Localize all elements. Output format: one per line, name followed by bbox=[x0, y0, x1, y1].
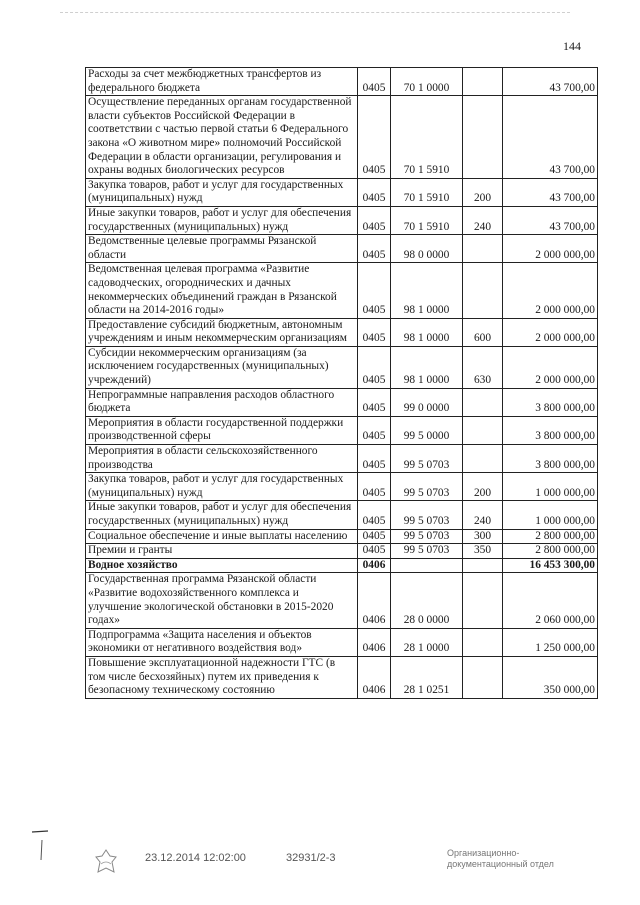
footer-department-line2: документационный отдел bbox=[447, 859, 554, 869]
row-vr-cell: 240 bbox=[463, 501, 503, 529]
table-row bbox=[86, 96, 598, 179]
table-row bbox=[86, 178, 598, 206]
row-csr-cell: 70 1 5910 bbox=[391, 206, 463, 234]
row-csr-cell: 99 5 0703 bbox=[391, 544, 463, 559]
row-section-cell: 0406 bbox=[358, 656, 391, 698]
row-section-cell: 0405 bbox=[358, 206, 391, 234]
row-sum-cell: 350 000,00 bbox=[503, 656, 598, 698]
row-name-cell: Субсидии некоммерческим организациям (за исключением государственных (муниципальных) учреждений) bbox=[86, 346, 358, 388]
row-name-cell: Премии и гранты bbox=[86, 544, 358, 559]
table-row bbox=[86, 628, 598, 656]
row-vr-cell bbox=[463, 445, 503, 473]
row-csr-cell: 99 5 0000 bbox=[391, 416, 463, 444]
row-name-cell: Закупка товаров, работ и услуг для государственных (муниципальных) нужд bbox=[86, 178, 358, 206]
row-vr-cell bbox=[463, 573, 503, 628]
row-name-cell: Расходы за счет межбюджетных трансфертов из федерального бюджета bbox=[86, 68, 358, 96]
row-vr-cell: 200 bbox=[463, 178, 503, 206]
budget-table bbox=[85, 67, 598, 699]
footer-document-code: 32931/2-3 bbox=[286, 852, 336, 864]
row-csr-cell: 99 5 0703 bbox=[391, 529, 463, 544]
table-body bbox=[86, 68, 598, 699]
table-row bbox=[86, 656, 598, 698]
row-vr-cell bbox=[463, 558, 503, 573]
row-sum-cell: 3 800 000,00 bbox=[503, 445, 598, 473]
row-name-cell: Водное хозяйство bbox=[86, 558, 358, 573]
row-csr-cell: 98 0 0000 bbox=[391, 235, 463, 263]
table-row bbox=[86, 544, 598, 559]
row-name-cell: Ведомственные целевые программы Рязанской области bbox=[86, 235, 358, 263]
row-sum-cell: 2 800 000,00 bbox=[503, 529, 598, 544]
row-section-cell: 0405 bbox=[358, 346, 391, 388]
row-name-cell: Повышение эксплуатационной надежности ГТС (в том числе бесхозяйных) путем их приведения к безопасному техническому состоянию bbox=[86, 656, 358, 698]
row-vr-cell bbox=[463, 96, 503, 179]
table-row bbox=[86, 529, 598, 544]
row-vr-cell: 240 bbox=[463, 206, 503, 234]
row-vr-cell: 350 bbox=[463, 544, 503, 559]
table-row bbox=[86, 558, 598, 573]
footer-timestamp: 23.12.2014 12:02:00 bbox=[145, 852, 246, 864]
table-row bbox=[86, 473, 598, 501]
row-csr-cell: 28 1 0000 bbox=[391, 628, 463, 656]
row-section-cell: 0405 bbox=[358, 529, 391, 544]
row-vr-cell: 300 bbox=[463, 529, 503, 544]
row-csr-cell: 28 0 0000 bbox=[391, 573, 463, 628]
row-section-cell: 0405 bbox=[358, 96, 391, 179]
row-vr-cell bbox=[463, 263, 503, 318]
margin-pen-mark bbox=[30, 822, 52, 862]
row-sum-cell: 16 453 300,00 bbox=[503, 558, 598, 573]
row-csr-cell: 99 5 0703 bbox=[391, 473, 463, 501]
row-csr-cell bbox=[391, 558, 463, 573]
row-name-cell: Иные закупки товаров, работ и услуг для обеспечения государственных (муниципальных) нужд bbox=[86, 206, 358, 234]
row-csr-cell: 98 1 0000 bbox=[391, 263, 463, 318]
row-vr-cell: 630 bbox=[463, 346, 503, 388]
row-vr-cell: 200 bbox=[463, 473, 503, 501]
row-sum-cell: 2 060 000,00 bbox=[503, 573, 598, 628]
row-csr-cell: 98 1 0000 bbox=[391, 318, 463, 346]
footer-department-line1: Организационно- bbox=[447, 848, 520, 858]
row-csr-cell: 70 1 5910 bbox=[391, 96, 463, 179]
row-sum-cell: 1 000 000,00 bbox=[503, 473, 598, 501]
row-name-cell: Осуществление переданных органам государственной власти субъектов Российской Федерации в соответствии с частью первой статьи 6 Федерального закона «О животном мире» полномочий Российской Федерации в области организации, регулирования и охраны водных биологических ресурсов bbox=[86, 96, 358, 179]
row-section-cell: 0405 bbox=[358, 445, 391, 473]
row-sum-cell: 3 800 000,00 bbox=[503, 416, 598, 444]
row-sum-cell: 1 250 000,00 bbox=[503, 628, 598, 656]
row-name-cell: Закупка товаров, работ и услуг для государственных (муниципальных) нужд bbox=[86, 473, 358, 501]
row-sum-cell: 3 800 000,00 bbox=[503, 388, 598, 416]
row-csr-cell: 28 1 0251 bbox=[391, 656, 463, 698]
row-section-cell: 0405 bbox=[358, 473, 391, 501]
row-name-cell: Мероприятия в области государственной поддержки производственной сферы bbox=[86, 416, 358, 444]
row-section-cell: 0405 bbox=[358, 544, 391, 559]
row-vr-cell bbox=[463, 235, 503, 263]
table-row bbox=[86, 346, 598, 388]
page-number: 144 bbox=[563, 39, 581, 53]
row-sum-cell: 2 000 000,00 bbox=[503, 263, 598, 318]
table-row bbox=[86, 445, 598, 473]
row-section-cell: 0406 bbox=[358, 628, 391, 656]
footer-department bbox=[447, 848, 607, 870]
coat-of-arms-icon bbox=[92, 848, 120, 876]
row-section-cell: 0405 bbox=[358, 235, 391, 263]
scan-edge-rule bbox=[60, 12, 570, 14]
row-name-cell: Социальное обеспечение и иные выплаты населению bbox=[86, 529, 358, 544]
row-name-cell: Подпрограмма «Защита населения и объектов экономики от негативного воздействия вод» bbox=[86, 628, 358, 656]
table-row bbox=[86, 501, 598, 529]
row-vr-cell bbox=[463, 416, 503, 444]
row-name-cell: Непрограммные направления расходов областного бюджета bbox=[86, 388, 358, 416]
row-csr-cell: 70 1 5910 bbox=[391, 178, 463, 206]
row-name-cell: Иные закупки товаров, работ и услуг для обеспечения государственных (муниципальных) нужд bbox=[86, 501, 358, 529]
table-row bbox=[86, 388, 598, 416]
table-row bbox=[86, 263, 598, 318]
row-section-cell: 0405 bbox=[358, 68, 391, 96]
table-row bbox=[86, 235, 598, 263]
row-section-cell: 0406 bbox=[358, 573, 391, 628]
row-vr-cell bbox=[463, 656, 503, 698]
row-sum-cell: 43 700,00 bbox=[503, 68, 598, 96]
row-csr-cell: 99 0 0000 bbox=[391, 388, 463, 416]
row-section-cell: 0405 bbox=[358, 178, 391, 206]
row-name-cell: Ведомственная целевая программа «Развитие садоводческих, огороднических и дачных некоммерческих объединений граждан в Рязанской области на 2014-2016 годы» bbox=[86, 263, 358, 318]
table-row bbox=[86, 416, 598, 444]
row-name-cell: Мероприятия в области сельскохозяйственного производства bbox=[86, 445, 358, 473]
row-name-cell: Предоставление субсидий бюджетным, автономным учреждениям и иным некоммерческим организациям bbox=[86, 318, 358, 346]
row-vr-cell bbox=[463, 628, 503, 656]
row-vr-cell: 600 bbox=[463, 318, 503, 346]
row-csr-cell: 99 5 0703 bbox=[391, 501, 463, 529]
table-row bbox=[86, 206, 598, 234]
row-csr-cell: 98 1 0000 bbox=[391, 346, 463, 388]
table-row bbox=[86, 573, 598, 628]
row-name-cell: Государственная программа Рязанской области «Развитие водохозяйственного комплекса и улучшение экологической обстановки в 2015-2020 годах» bbox=[86, 573, 358, 628]
row-section-cell: 0405 bbox=[358, 501, 391, 529]
row-sum-cell: 43 700,00 bbox=[503, 178, 598, 206]
table-row bbox=[86, 68, 598, 96]
row-section-cell: 0405 bbox=[358, 263, 391, 318]
row-section-cell: 0406 bbox=[358, 558, 391, 573]
row-vr-cell bbox=[463, 68, 503, 96]
row-sum-cell: 2 000 000,00 bbox=[503, 235, 598, 263]
row-vr-cell bbox=[463, 388, 503, 416]
row-sum-cell: 43 700,00 bbox=[503, 96, 598, 179]
row-csr-cell: 70 1 0000 bbox=[391, 68, 463, 96]
table-row bbox=[86, 318, 598, 346]
row-section-cell: 0405 bbox=[358, 318, 391, 346]
row-sum-cell: 1 000 000,00 bbox=[503, 501, 598, 529]
row-sum-cell: 43 700,00 bbox=[503, 206, 598, 234]
row-sum-cell: 2 000 000,00 bbox=[503, 318, 598, 346]
row-sum-cell: 2 800 000,00 bbox=[503, 544, 598, 559]
row-section-cell: 0405 bbox=[358, 416, 391, 444]
row-csr-cell: 99 5 0703 bbox=[391, 445, 463, 473]
row-section-cell: 0405 bbox=[358, 388, 391, 416]
row-sum-cell: 2 000 000,00 bbox=[503, 346, 598, 388]
